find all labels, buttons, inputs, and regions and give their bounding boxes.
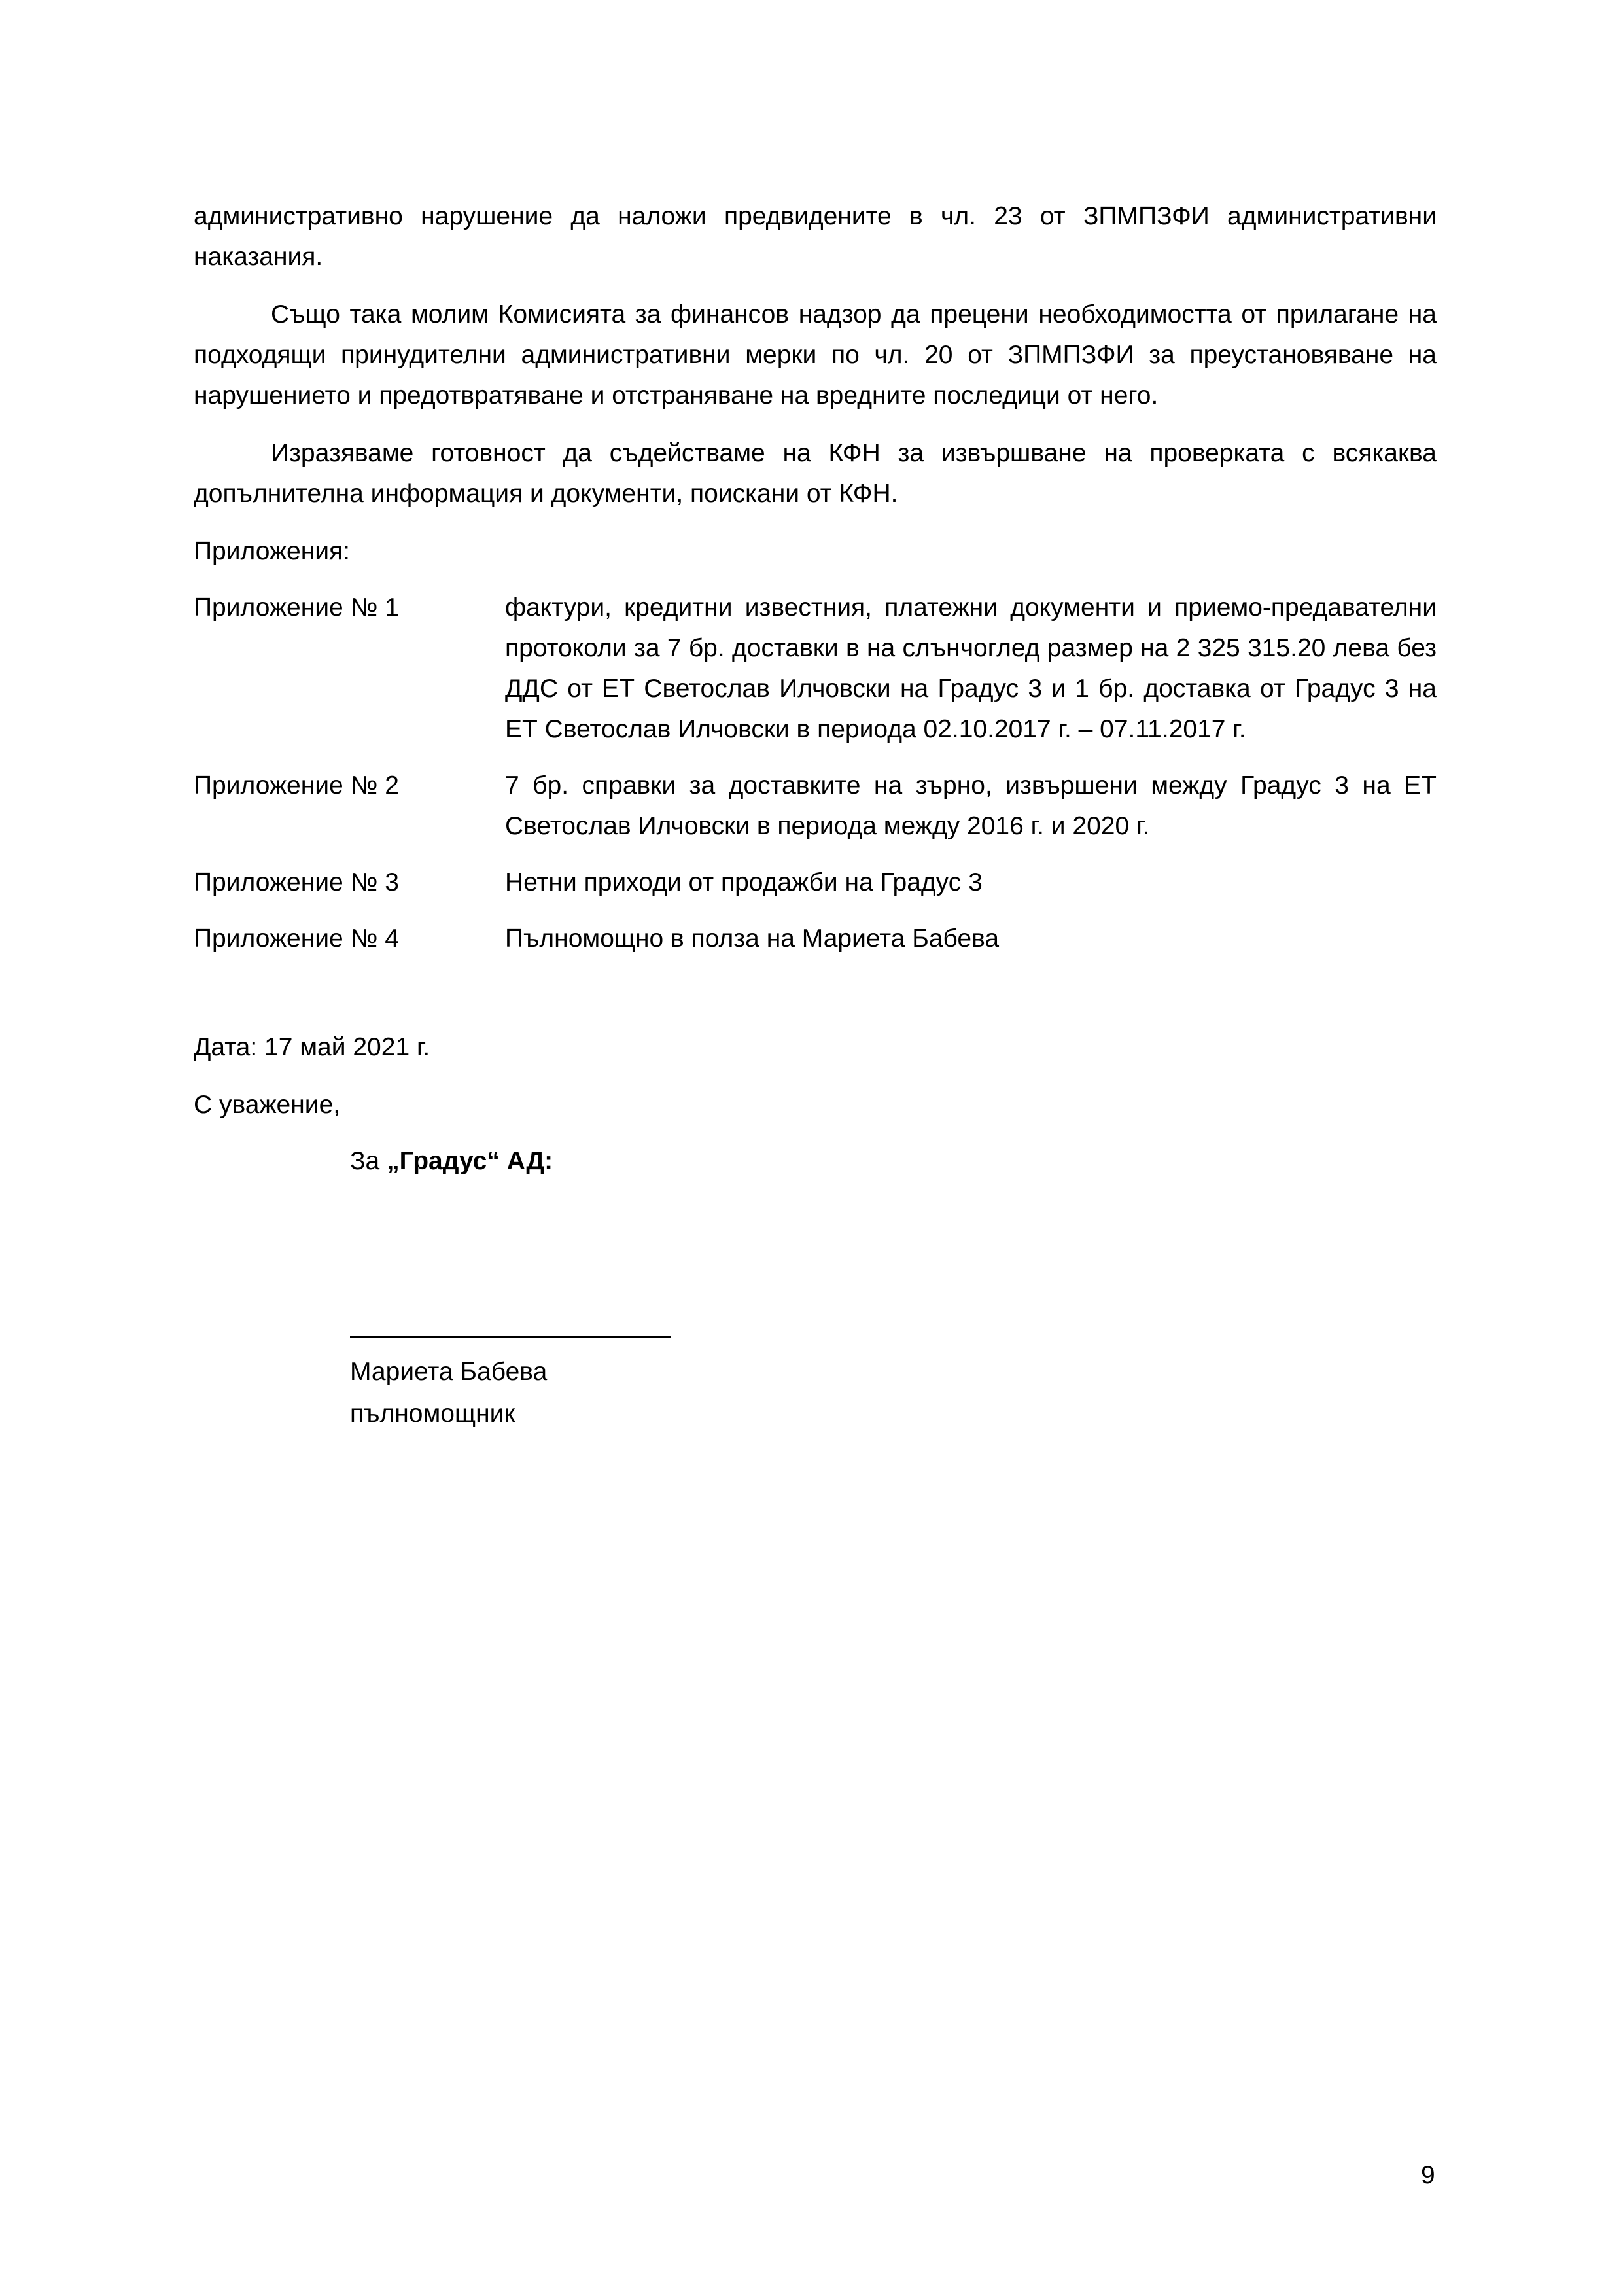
attachment-description: Нетни приходи от продажби на Градус 3 <box>505 868 983 896</box>
company-name: „Градус“ АД: <box>387 1147 553 1175</box>
attachment-label: Приложение № 2 <box>194 771 399 800</box>
signature-block <box>350 1141 1437 1435</box>
signature-for-prefix: За <box>350 1147 387 1175</box>
signature-line <box>350 1336 671 1338</box>
paragraph-cooperation: Изразяваме готовност да съдействаме на КФН за извършване на проверката с всякаква допълнителна информация и документи, поискани от КФН. <box>194 439 1437 508</box>
signer-role: пълномощник <box>350 1400 515 1428</box>
paragraph-penalties: административно нарушение да наложи предвидените в чл. 23 от ЗПМПЗФИ административни наказания. <box>194 202 1437 271</box>
page-number: 9 <box>1421 2161 1435 2189</box>
attachment-description: фактури, кредитни известния, платежни документи и приемо-предавателни протоколи за 7 бр. доставки в на слънчоглед размер на 2 325 315.20 лева без ДДС от ЕТ Светослав Илчовски на Градус 3 и 1 бр. доставка от Градус 3 на ЕТ Светослав Илчовски в периода 02.10.2017 г. – 07.11.2017 г. <box>505 593 1437 743</box>
attachment-label: Приложение № 4 <box>194 925 399 953</box>
document-page <box>194 196 1437 1435</box>
signer-name: Мариета Бабева <box>350 1358 548 1386</box>
attachment-label: Приложение № 1 <box>194 593 399 622</box>
attachments-heading: Приложения: <box>194 537 351 565</box>
closing-salutation: С уважение, <box>194 1091 341 1119</box>
attachment-description: Пълномощно в полза на Мариета Бабева <box>505 925 1000 953</box>
attachment-row <box>194 588 1437 750</box>
attachment-label: Приложение № 3 <box>194 868 399 896</box>
attachments-list <box>194 588 1437 959</box>
paragraph-coercive-measures: Също така молим Комисията за финансов надзор да прецени необходимостта от прилагане на подходящи принудителни административни мерки по чл. 20 от ЗПМПЗФИ за преустановяване на нарушението и предотвратяване и отстраняване на вредните последици от него. <box>194 300 1437 410</box>
attachment-description: 7 бр. справки за доставките на зърно, извършени между Градус 3 на ЕТ Светослав Илчовски в периода между 2016 г. и 2020 г. <box>505 771 1437 840</box>
attachment-row <box>194 919 1437 959</box>
attachment-row <box>194 862 1437 903</box>
attachment-row <box>194 766 1437 847</box>
signature-company-line <box>350 1141 1437 1182</box>
date-line: Дата: 17 май 2021 г. <box>194 1033 430 1061</box>
